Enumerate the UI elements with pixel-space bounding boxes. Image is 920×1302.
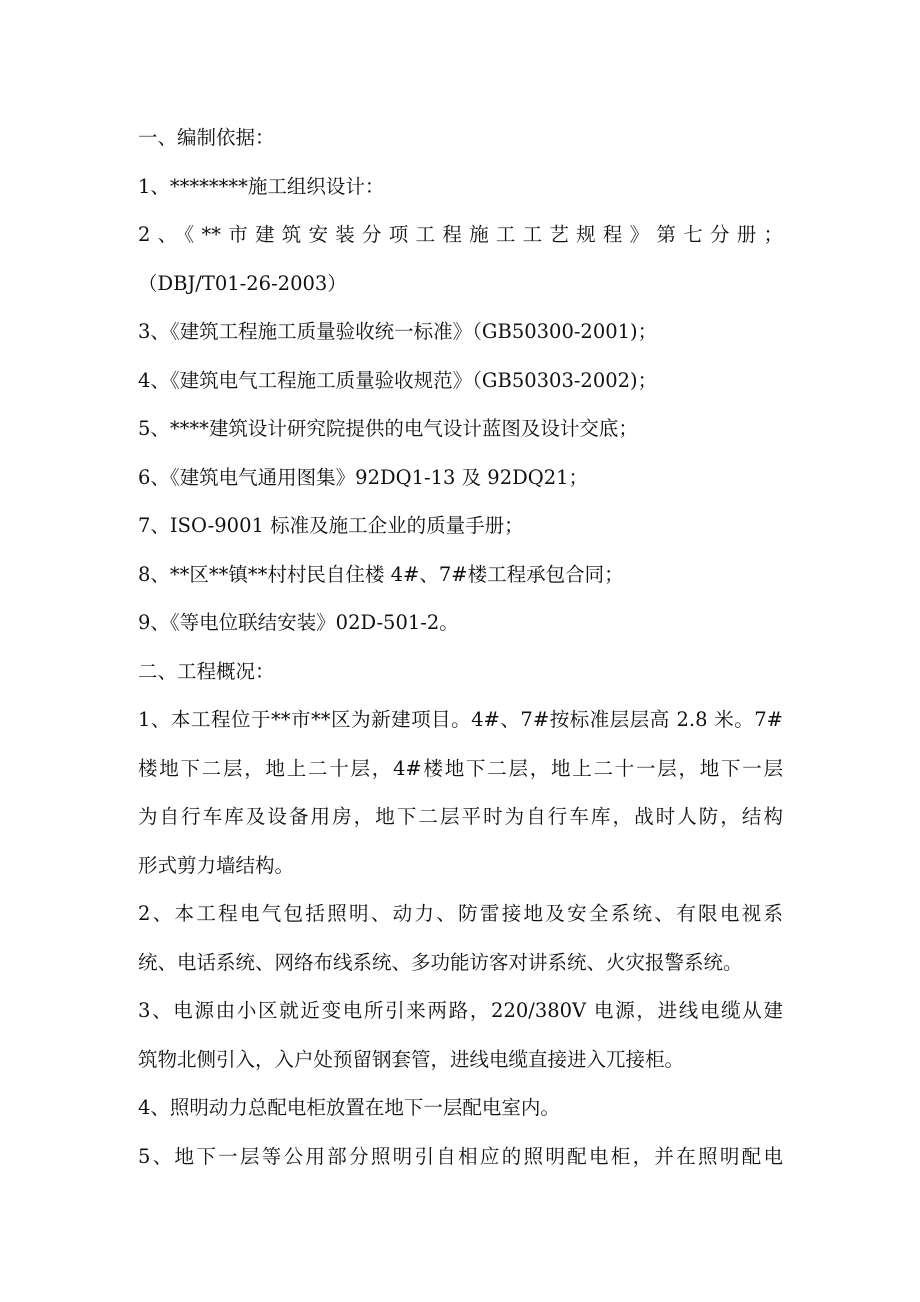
section-heading-compilation-basis: 一、编制依据：	[138, 126, 275, 149]
document-body	[138, 114, 783, 1181]
paragraph-line: 3、电源由小区就近变电所引来两路，220/380V 电源，进线电缆从建	[138, 999, 783, 1022]
basis-item-7: 7、ISO-9001 标准及施工企业的质量手册；	[138, 514, 524, 537]
basis-item-1: 1、********施工组织设计：	[138, 174, 385, 198]
overview-paragraph-1	[138, 696, 783, 890]
paragraph-line: 4、照明动力总配电柜放置在地下一层配电室内。	[138, 1096, 560, 1119]
overview-paragraph-4	[138, 1084, 783, 1133]
overview-paragraph-3	[138, 987, 783, 1084]
basis-item-4: 4、《建筑电气工程施工质量验收规范》（GB50303-2002)；	[138, 368, 658, 392]
basis-item-2-code: （DBJ/T01-26-2003）	[138, 271, 347, 295]
basis-item-9: 9、《等电位联结安装》02D-501-2。	[138, 611, 459, 634]
basis-item-3: 3、《建筑工程施工质量验收统一标准》（GB50300-2001)；	[138, 320, 658, 343]
paragraph-line: 统、电话系统、网络布线系统、多功能访客对讲系统、火灾报警系统。	[138, 950, 743, 974]
paragraph-line: 为自行车库及设备用房，地下二层平时为自行车库，战时人防，结构	[138, 805, 783, 828]
overview-paragraph-5	[138, 1133, 783, 1182]
basis-item-5: 5、****建筑设计研究院提供的电气设计蓝图及设计交底；	[138, 417, 638, 440]
paragraph-line: 形式剪力墙结构。	[138, 853, 295, 877]
basis-item-6: 6、《建筑电气通用图集》92DQ1-13 及 92DQ21；	[138, 465, 589, 489]
section-heading-project-overview: 二、工程概况：	[138, 659, 275, 683]
paragraph-line: 2、本工程电气包括照明、动力、防雷接地及安全系统、有限电视系	[138, 902, 783, 925]
paragraph-line: 筑物北侧引入，入户处预留钢套管，进线电缆直接进入兀接柜。	[138, 1047, 685, 1071]
paragraph-line: 楼地下二层，地上二十层，4#楼地下二层，地上二十一层，地下一层	[138, 756, 783, 780]
basis-item-2: 2、《**市建筑安装分项工程施工工艺规程》第七分册；	[138, 223, 783, 246]
overview-paragraph-2	[138, 890, 783, 987]
basis-item-8: 8、**区**镇**村村民自住楼 4#、7#楼工程承包合同；	[138, 562, 624, 586]
paragraph-line: 5、地下一层等公用部分照明引自相应的照明配电柜，并在照明配电	[138, 1144, 783, 1168]
paragraph-line: 1、本工程位于**市**区为新建项目。4#、7#按标准层层高 2.8 米。7#	[138, 708, 783, 731]
